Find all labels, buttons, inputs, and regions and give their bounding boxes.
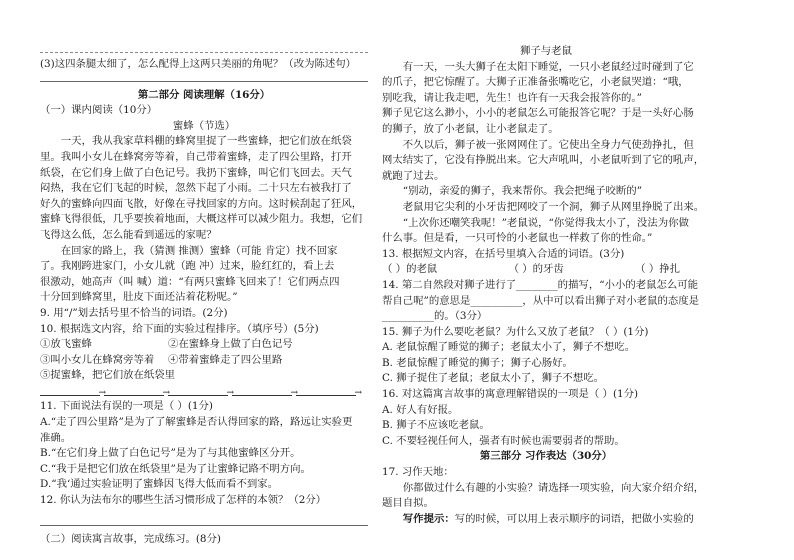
sequence-blank[interactable] <box>40 387 100 396</box>
story-line: 不久以后，狮子被一张网网住了。它使出全身力气使劲挣扎，但 <box>402 138 694 151</box>
q15-option: C. 狮子捉住了老鼠；老鼠太小了，狮子不想吃。 <box>382 372 604 385</box>
q15-option: B. 老鼠惊醒了睡觉的狮子；狮子心肠好。 <box>382 356 573 369</box>
answer-line <box>40 52 368 53</box>
question-11: 11. 下面说法有误的一项是（ ）(1分) <box>40 400 213 413</box>
sequence-blank[interactable] <box>232 387 292 396</box>
q11-option: B.“在它们身上做了白色记号”是为了与其他蜜蜂区分开。 <box>40 447 301 460</box>
story-title: 狮子与老鼠 <box>520 45 572 57</box>
q13-blank[interactable]: （ ）的牙齿 <box>508 263 564 276</box>
q16-option: B. 狮子不应该吃老鼠。 <box>382 419 490 432</box>
story-line: 别吃我，请让我走吧，先生！也许有一天我会报答你的。” <box>382 91 642 104</box>
q13-blank[interactable]: （ ）的老鼠 <box>382 263 438 276</box>
question-15: 15. 狮子为什么要吃老鼠？为什么又放了老鼠？（ ）(1分) <box>382 325 649 338</box>
passage-line: 很激动，她高声（叫 喊）道：“有两只蜜蜂飞回来了！它们两点四 <box>40 275 340 288</box>
question-16: 16. 对这篇寓言故事的寓意理解错误的一项是（ ）(1分) <box>382 388 639 401</box>
tip-text: 写的时候，可以用上表示顺序的词语，把做小实验的 <box>454 512 694 525</box>
q10-option: ②在蜜蜂身上做了白色记号 <box>168 338 293 351</box>
q11-option: C.“我于是把它们放在纸袋里”是为了让蜜蜂记路不明方向。 <box>40 462 311 475</box>
passage-line: 里。我叫小女儿在蜂窝旁等着，自己带着蜜蜂，走了四公里路，打开 <box>40 150 352 163</box>
q10-option: ⑤捉蜜蜂，把它们放在纸袋里 <box>40 369 176 382</box>
sequence-blank[interactable] <box>296 387 356 396</box>
part2-title: 第二部分 阅读理解（16分） <box>137 88 271 101</box>
story-line: 老鼠用它尖利的小牙齿把网咬了一个洞，狮子从网里挣脱了出来。 <box>402 200 705 213</box>
passage-line: 了。我刚跨进家门，小女儿就（跑 冲）过来，脸红红的，看上去 <box>40 260 335 273</box>
passage-line: 纸袋，在它们身上做了白色记号。我扔下蜜蜂，叫它们飞回去。天气 <box>40 166 352 179</box>
question-9: 9. 用“/”划去括号里不恰当的词语。(2分) <box>40 306 228 319</box>
right-column <box>382 0 710 527</box>
q3-item: (3)这四条腿太细了，怎么配得上这两只美丽的角呢？（改为陈述句） <box>40 58 357 70</box>
question-12: 12. 你认为法布尔的哪些生活习惯形成了怎样的本领？（2分） <box>40 494 327 507</box>
q17-body: 你都做过什么有趣的小实验？请选择一项实验，向大家介绍介绍， <box>402 481 705 494</box>
part3-title: 第三部分 习作表达（30分） <box>479 450 613 463</box>
question-14: __________的。（3分） <box>382 310 488 323</box>
passage-line: 好久的蜜蜂向四面飞散，好像在寻找回家的方向。这时候刮起了狂风， <box>40 197 363 210</box>
q10-option: ③叫小女儿在蜂窝旁等着 <box>40 353 155 366</box>
writing-tip <box>382 512 710 528</box>
section2-title: （二）阅读寓言故事，完成练习。(8分) <box>40 532 221 545</box>
passage-line: 十分回到蜂窝里，肚皮下面还沾着花粉呢。” <box>40 291 238 304</box>
answer-line <box>40 81 368 82</box>
question-14: 帮自己呢”的意思是__________，从中可以看出狮子对小老鼠的态度是 <box>382 294 700 307</box>
question-17: 17. 习作天地： <box>382 466 454 479</box>
sequence-blank[interactable] <box>168 387 228 396</box>
left-column <box>40 0 368 547</box>
story-line: “上次你还嘲笑我呢！”老鼠说，“你觉得我太小了，没法为你做 <box>402 216 689 229</box>
passage-line: 一天，我从我家草料棚的蜂窝里捉了一些蜜蜂，把它们放在纸袋 <box>60 135 352 148</box>
story-line: 的爪子，把它惊醒了。大狮子正准备张嘴吃它，小老鼠哭道：“哦， <box>382 76 689 89</box>
q13-blank[interactable]: （ ）挣扎 <box>635 263 680 276</box>
q15-option: A. 老鼠惊醒了睡觉的狮子；老鼠太小了，狮子不想吃。 <box>382 341 636 354</box>
passage-line: 在回家的路上，我（猜测 推测）蜜蜂（可能 肯定）找不回家 <box>60 244 338 257</box>
passage-line: 蜜蜂飞得很低，几乎要挨着地面，大概这样可以减少阻力。我想，它们 <box>40 213 363 226</box>
q11-option: D.“我‘通过实验证明了蜜蜂因飞得大低而看不到家。 <box>40 478 279 491</box>
section1-title: （一）课内阅读（10分） <box>40 104 158 117</box>
story-line: 的狮子，放了小老鼠，让小老鼠走了。 <box>382 122 559 135</box>
q10-option: ①放飞蜜蜂 <box>40 338 92 351</box>
question-10: 10. 根据选文内容，给下面的实验过程排序。（填序号）(5分) <box>40 322 319 335</box>
q10-options <box>40 337 368 368</box>
passage-line: 飞得这么低，怎么能看到遥远的家呢？ <box>40 228 217 241</box>
q13-blanks <box>382 262 710 278</box>
story-line: 狮子见它这么渺小，小小的老鼠怎么可能报答它呢？于是一头好心肠 <box>382 107 694 120</box>
passage-line: 闷热，我在它们飞起的时候，忽然下起了小雨。二十只左右被我打了 <box>40 182 352 195</box>
story-line: 有一天，一头大狮子在太阳下睡觉，一只小老鼠经过时碰到了它 <box>402 60 694 73</box>
q11-option: 准确。 <box>40 431 72 444</box>
q16-option: A. 好人有好报。 <box>382 403 459 416</box>
q11-option: A.“走了四公里路”是为了了解蜜蜂是否认得回家的路，路远让实验更 <box>40 416 353 429</box>
q16-option: C. 不要轻视任何人，强者有时候也需要弱者的帮助。 <box>382 434 625 447</box>
story-line: 网太结实了，它没有挣脱出来。它大声吼叫，小老鼠听到了它的吼声， <box>382 154 705 167</box>
question-13: 13. 根据短文内容，在括号里填入合适的词语。(3分) <box>382 247 625 260</box>
passage-title: 蜜蜂（节选） <box>172 119 236 132</box>
q17-body: 题目自拟。 <box>382 497 434 510</box>
q10-option: ④带着蜜蜂走了四公里路 <box>168 353 283 366</box>
answer-line[interactable] <box>40 525 368 526</box>
sequence-blank[interactable] <box>104 387 164 396</box>
story-line: 什么事。但是看，一只可怜的小老鼠也一样救了你的性命。” <box>382 232 653 245</box>
tip-label: 写作提示： <box>402 512 455 525</box>
question-14: 14. 第二自然段对狮子进行了________的描写，“小小的老鼠怎么可能 <box>382 278 699 291</box>
story-line: 就跑了过去。 <box>382 169 445 182</box>
story-line: “别动，亲爱的狮子，我来帮你。我会把绳子咬断的” <box>402 185 643 198</box>
sequence-blanks[interactable] <box>40 384 368 400</box>
